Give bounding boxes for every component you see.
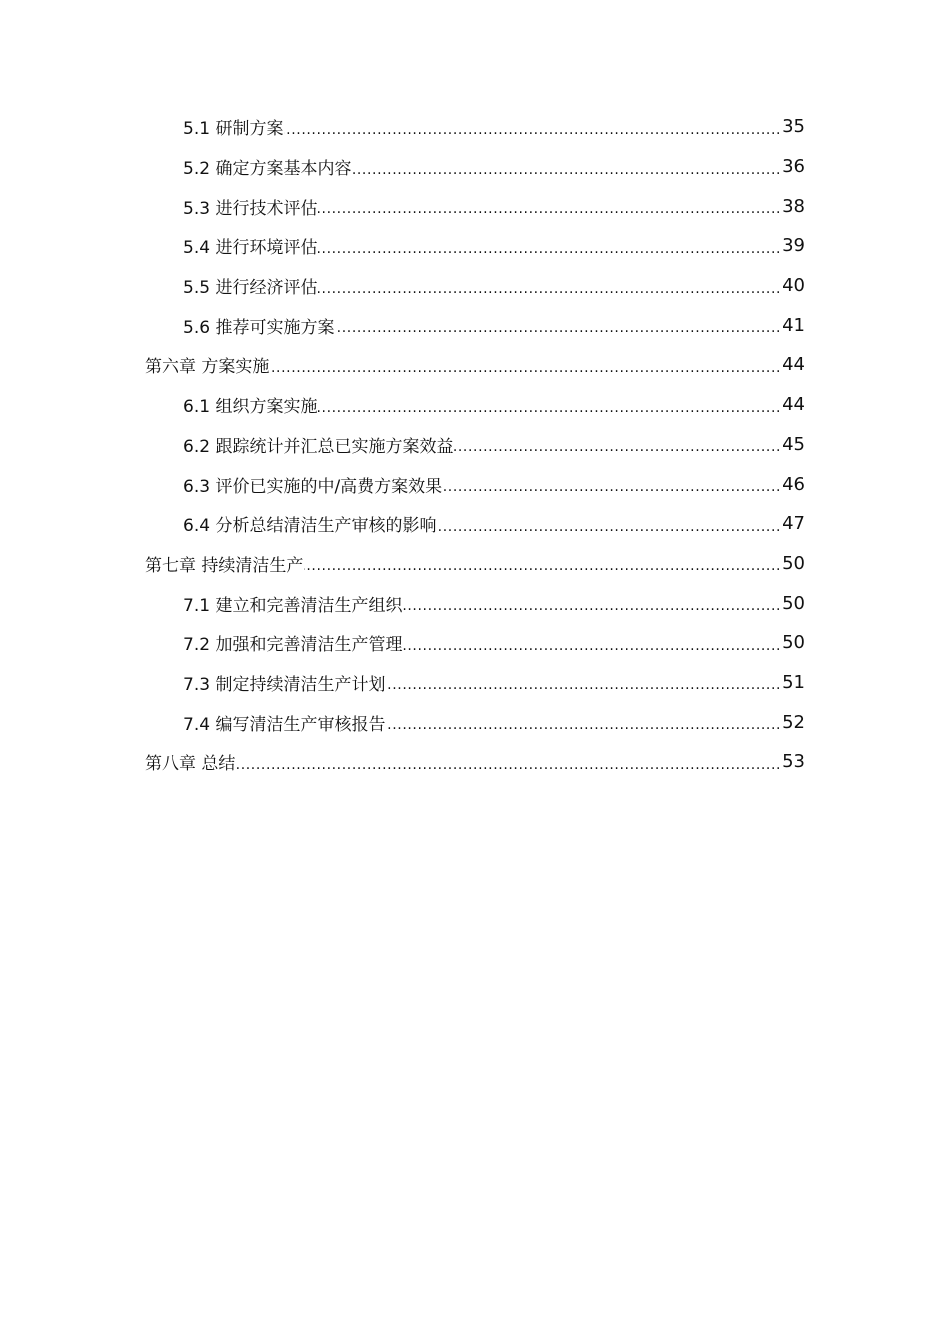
toc-entry-page: 50 [782, 592, 805, 614]
toc-entry-title: 5.3 进行技术评估 [183, 194, 318, 219]
toc-entry-page: 46 [782, 473, 805, 495]
toc-dot-leader [437, 514, 781, 534]
toc-entry-title: 6.3 评价已实施的中/高费方案效果 [183, 472, 443, 497]
toc-dot-leader [318, 276, 781, 296]
toc-entry-chapter-7[interactable] [0, 544, 950, 584]
toc-entry-page: 38 [782, 195, 805, 217]
toc-entry-title: 7.3 制定持续清洁生产计划 [183, 670, 386, 695]
toc-entry-page: 50 [782, 552, 805, 574]
toc-dot-leader [284, 117, 781, 137]
toc-entry-title: 5.5 进行经济评估 [183, 273, 318, 298]
toc-entry-page: 52 [782, 711, 805, 733]
toc-entry-title: 5.6 推荐可实施方案 [183, 313, 335, 338]
toc-entry-5-3[interactable] [0, 186, 950, 226]
toc-entry-page: 44 [782, 354, 805, 376]
toc-entry-page: 41 [782, 314, 805, 336]
toc-entry-7-4[interactable] [0, 702, 950, 742]
toc-entry-5-4[interactable] [0, 226, 950, 266]
toc-entry-5-5[interactable] [0, 266, 950, 306]
toc-entry-page: 36 [782, 156, 805, 178]
toc-entry-page: 47 [782, 513, 805, 535]
toc-entry-5-1[interactable] [0, 107, 950, 147]
toc-entry-chapter-6[interactable] [0, 345, 950, 385]
toc-entry-title: 7.4 编写清洁生产审核报告 [183, 710, 386, 735]
toc-dot-leader [443, 474, 781, 494]
toc-entry-title: 第七章 持续清洁生产 [145, 551, 304, 576]
toc-dot-leader [304, 553, 781, 573]
toc-entry-page: 51 [782, 671, 805, 693]
toc-entry-title: 5.1 研制方案 [183, 114, 284, 139]
toc-dot-leader [318, 395, 781, 415]
toc-dot-leader [403, 633, 781, 653]
toc-entry-title: 7.1 建立和完善清洁生产组织 [183, 591, 403, 616]
toc-entry-6-4[interactable] [0, 504, 950, 544]
toc-entry-page: 39 [782, 235, 805, 257]
toc-entry-page: 45 [782, 433, 805, 455]
toc-dot-leader [236, 752, 781, 772]
toc-entry-title: 5.2 确定方案基本内容 [183, 154, 352, 179]
toc-entry-title: 6.1 组织方案实施 [183, 392, 318, 417]
toc-dot-leader [335, 315, 781, 335]
toc-entry-6-3[interactable] [0, 464, 950, 504]
toc-entry-5-2[interactable] [0, 147, 950, 187]
toc-entry-6-2[interactable] [0, 425, 950, 465]
toc-entry-7-3[interactable] [0, 663, 950, 703]
toc-entry-title: 第六章 方案实施 [145, 352, 270, 377]
toc-entry-title: 第八章 总结 [145, 749, 236, 774]
toc-entry-title: 5.4 进行环境评估 [183, 233, 318, 258]
toc-entry-page: 53 [782, 751, 805, 773]
toc-entry-7-1[interactable] [0, 583, 950, 623]
toc-dot-leader [454, 434, 781, 454]
toc-entry-page: 40 [782, 275, 805, 297]
toc-dot-leader [318, 236, 781, 256]
toc-entry-page: 44 [782, 394, 805, 416]
table-of-contents [0, 107, 950, 782]
toc-dot-leader [270, 355, 781, 375]
toc-dot-leader [318, 196, 781, 216]
toc-entry-7-2[interactable] [0, 623, 950, 663]
toc-entry-title: 7.2 加强和完善清洁生产管理 [183, 630, 403, 655]
toc-entry-6-1[interactable] [0, 385, 950, 425]
toc-entry-chapter-8[interactable] [0, 742, 950, 782]
toc-dot-leader [403, 593, 781, 613]
toc-dot-leader [386, 712, 781, 732]
toc-entry-page: 50 [782, 632, 805, 654]
toc-entry-page: 35 [782, 116, 805, 138]
toc-entry-title: 6.4 分析总结清洁生产审核的影响 [183, 511, 437, 536]
toc-dot-leader [352, 157, 781, 177]
toc-entry-title: 6.2 跟踪统计并汇总已实施方案效益 [183, 432, 454, 457]
toc-dot-leader [386, 672, 781, 692]
toc-entry-5-6[interactable] [0, 305, 950, 345]
